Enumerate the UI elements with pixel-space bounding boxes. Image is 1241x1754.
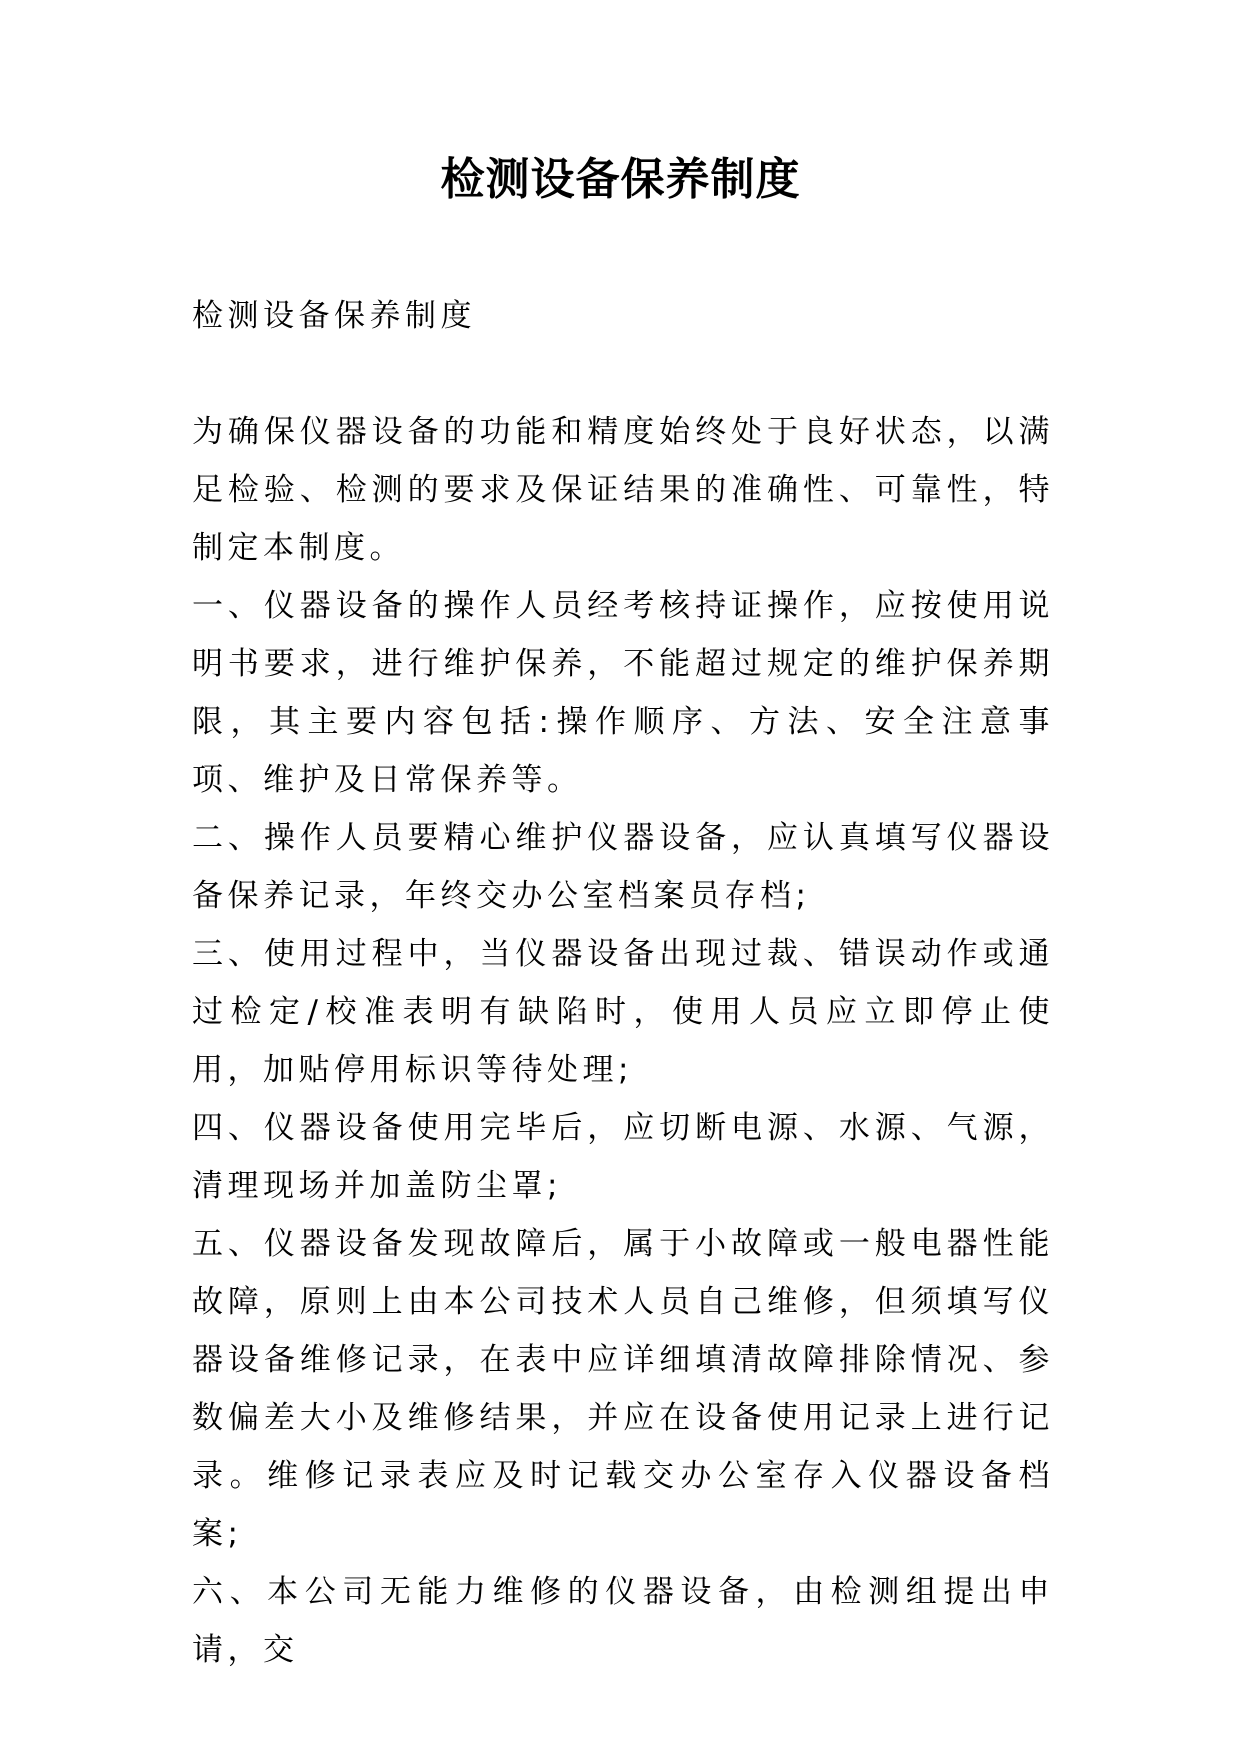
paragraph-item-1: 一、仪器设备的操作人员经考核持证操作，应按使用说明书要求，进行维护保养，不能超过规定的维护保养期限，其主要内容包括:操作顺序、方法、安全注意事项、维护及日常保养等。	[192, 588, 1054, 798]
document-body	[192, 403, 1054, 1679]
paragraph-item-6: 六、本公司无能力维修的仪器设备，由检测组提出申请，交	[192, 1574, 1054, 1668]
paragraph-item-5: 五、仪器设备发现故障后，属于小故障或一般电器性能故障，原则上由本公司技术人员自己维修，但须填写仪器设备维修记录，在表中应详细填清故障排除情况、参数偏差大小及维修结果，并应在设备使用记录上进行记录。维修记录表应及时记载交办公室存入仪器设备档案;	[192, 1226, 1054, 1552]
paragraph-item-3: 三、使用过程中，当仪器设备出现过裁、错误动作或通过检定/校准表明有缺陷时，使用人员应立即停止使用，加贴停用标识等待处理;	[192, 936, 1054, 1088]
document-title: 检测设备保养制度	[440, 154, 801, 205]
paragraph-item-4: 四、仪器设备使用完毕后，应切断电源、水源、气源，清理现场并加盖防尘罩;	[192, 1110, 1054, 1204]
document-subtitle: 检测设备保养制度	[192, 298, 476, 334]
paragraph-item-2: 二、操作人员要精心维护仪器设备，应认真填写仪器设备保养记录，年终交办公室档案员存档;	[192, 820, 1054, 914]
paragraph-intro: 为确保仪器设备的功能和精度始终处于良好状态，以满足检验、检测的要求及保证结果的准确性、可靠性，特制定本制度。	[192, 414, 1054, 566]
